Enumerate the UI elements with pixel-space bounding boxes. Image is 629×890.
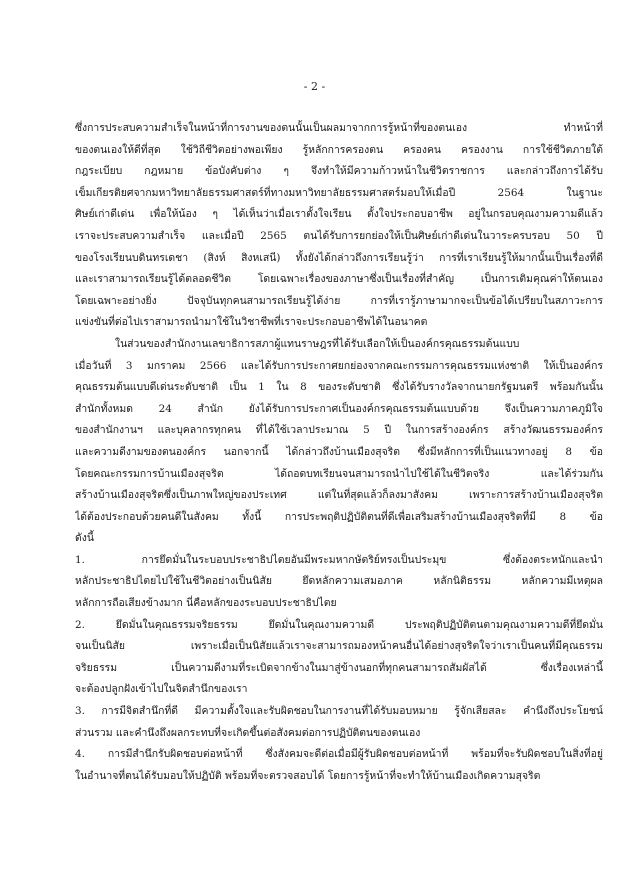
text-line: หลักประชาธิปไตยไปใช้ในชีวิตอย่างเป็นนิสัย ยึดหลักความเสมอภาค หลักนิติธรรม หลักความมีเหตุผล [75, 575, 603, 588]
list-item-3 [75, 701, 603, 744]
text-line: ของสำนักงานฯ และบุคลากรทุกคน ที่ได้ใช้เวลาประมาณ 5 ปี ในการสร้างองค์กร สร้างวัฒนธรรมองค์กร [75, 424, 603, 437]
text-line: ได้ต้องประกอบด้วยคนดีในสังคม ทั้งนี้ การประพฤติปฏิบัติตนที่ดีเพื่อเสริมสร้างบ้านเมืองสุจริตที่มี 8 ข้อ [75, 510, 603, 523]
text-line: ในส่วนของสำนักงานเลขาธิการสภาผู้แทนราษฎรที่ได้รับเลือกให้เป็นองค์กรคุณธรรมต้นแบบ [115, 337, 520, 350]
text-line: ของตนเองให้ดีที่สุด ใช้วิถีชีวิตอย่างพอเพียง รู้หลักการครองตน ครองคน ครองงาน การใช้ชีวิตภายใต้ [75, 143, 603, 156]
text-line: เมื่อวันที่ 3 มกราคม 2566 และได้รับการประกาศยกย่องจากคณะกรรมการคุณธรรมแห่งชาติ ให้เป็นองค์กร [75, 359, 603, 372]
text-line: จริยธรรม เป็นความดีงามที่ระเบิดจากข้างในมาสู่ข้างนอกที่ทุกคนสามารถสัมผัสได้ ซึ่งเรื่องเหล่านี้ [75, 661, 603, 674]
text-line: และความดีงามของตนองค์กร นอกจากนี้ ได้กล่าวถึงบ้านเมืองสุจริต ซึ่งมีหลักการที่เป็นแนวทางอยู่ 8 ข้อ [75, 445, 603, 458]
text-line: ในอำนาจที่ตนได้รับมอบให้ปฏิบัติ พร้อมที่จะตรวจสอบได้ โดยการรู้หน้าที่จะทำให้บ้านเมืองเกิดความสุจริต [75, 769, 541, 782]
text-line: คุณธรรมต้นแบบดีเด่นระดับชาติ เป็น 1 ใน 8 ของระดับชาติ ซึ่งได้รับรางวัลจากนายกรัฐมนตรี พร้อมกันนั้น [75, 381, 603, 394]
text-line: โดยคณะกรรมการบ้านเมืองสุจริต ได้ถอดบทเรียนจนสามารถนำไปใช้ได้ในชีวิตจริง และได้ร่วมกัน [75, 467, 603, 480]
text-line: ของโรงเรียนบดินทรเดชา (สิงห์ สิงหเสนี) ทั้งยังได้กล่าวถึงการเรียนรู้ว่า การที่เราเรียนรู้ให้มากนั้นเป็นเรื่องที่ดี [75, 251, 603, 264]
text-line: แข่งขันที่ต่อไปเราสามารถนำมาใช้ในวิชาชีพที่เราจะประกอบอาชีพได้ในอนาคต [75, 316, 428, 329]
text-line: เข็มเกียรติยศจากมหาวิทยาลัยธรรมศาสตร์ที่ทางมหาวิทยาลัยธรรมศาสตร์มอบให้เมื่อปี 2564 ในฐานะ [75, 186, 603, 199]
text-line: 2. ยึดมั่นในคุณธรรมจริยธรรม ยึดมั่นในคุณงามความดี ประพฤติปฏิบัติตนตามคุณงามความดีที่ยึดมั่น [75, 618, 603, 631]
list-item-2 [75, 615, 603, 701]
paragraph-organization [75, 334, 603, 550]
text-line: สร้างบ้านเมืองสุจริตซึ่งเป็นภาพใหญ่ของประเทศ แต่ในที่สุดแล้วก็ลงมาสังคม เพราะการสร้างบ้านเมืองสุจริต [75, 489, 603, 502]
text-line: ดังนี้ [75, 532, 94, 545]
text-line: ซึ่งการประสบความสำเร็จในหน้าที่การงานของตนนั้นเป็นผลมาจากการรู้หน้าที่ของตนเอง ทำหน้าที่ [75, 122, 603, 134]
text-line: จะต้องปลูกฝังเข้าไปในจิตสำนึกของเรา [75, 683, 248, 696]
text-line: เราจะประสบความสำเร็จ และเมื่อปี 2565 ตนได้รับการยกย่องให้เป็นศิษย์เก่าดีเด่นในวาระครบรอบ 50 ปี [75, 229, 603, 242]
text-line: ศิษย์เก่าดีเด่น เพื่อให้น้อง ๆ ได้เห็นว่าเมื่อเราตั้งใจเรียน ตั้งใจประกอบอาชีพ อยู่ในกรอบคุณงามความดีแล้ว [75, 208, 603, 221]
text-line: และเราสามารถเรียนรู้ได้ตลอดชีวิต โดยเฉพาะเรื่องของภาษาซึ่งเป็นเรื่องที่สำคัญ เป็นการเติมคุณค่าให้ตนเอง [75, 273, 603, 286]
text-line: หลักการถือเสียงข้างมาก นี่คือหลักของระบอบประชาธิปไตย [75, 597, 337, 610]
text-line: ส่วนรวม และคำนึงถึงผลกระทบที่จะเกิดขึ้นต่อสังคมต่อการปฏิบัติตนของตนเอง [75, 726, 421, 739]
text-line: กฎระเบียบ กฎหมาย ข้อบังคับต่าง ๆ จึงทำให้มีความก้าวหน้าในชีวิตราชการ และกล่าวถึงการได้รับ [75, 165, 603, 178]
list-item-4 [75, 744, 603, 787]
document-body [75, 118, 603, 787]
text-line: สำนักทั้งหมด 24 สำนัก ยังได้รับการประกาศเป็นองค์กรคุณธรรมต้นแบบด้วย จึงเป็นความภาคภูมิใจ [75, 402, 603, 415]
text-line: 4. การมีสำนึกรับผิดชอบต่อหน้าที่ ซึ่งสังคมจะดีต่อเมื่อมีผู้รับผิดชอบต่อหน้าที่ พร้อมที่จะรับผิดชอบในสิ่งที่อยู่ [75, 748, 603, 761]
page-number: - 2 - [303, 80, 326, 93]
text-line: 1. การยึดมั่นในระบอบประชาธิปไตยอันมีพระมหากษัตริย์ทรงเป็นประมุข ซึ่งต้องตระหนักและนำ [75, 553, 603, 566]
text-line: 3. การมีจิตสำนึกที่ดี มีความตั้งใจและรับผิดชอบในการงานที่ได้รับมอบหมาย รู้จักเสียสละ คำนึงถึงประโยชน์ [75, 705, 603, 718]
paragraph-intro [75, 118, 603, 334]
text-line: จนเป็นนิสัย เพราะเมื่อเป็นนิสัยแล้วเราจะสามารถมองหน้าคนอื่นได้อย่างสุจริตใจว่าเราเป็นคนที่มีคุณธรรม [75, 640, 603, 653]
text-line: โดยเฉพาะอย่างยิ่ง ปัจจุบันทุกคนสามารถเรียนรู้ได้ง่าย การที่เรารู้ภาษามากจะเป็นข้อได้เปรียบในสภาวะการ [75, 294, 603, 307]
list-item-1 [75, 550, 603, 615]
